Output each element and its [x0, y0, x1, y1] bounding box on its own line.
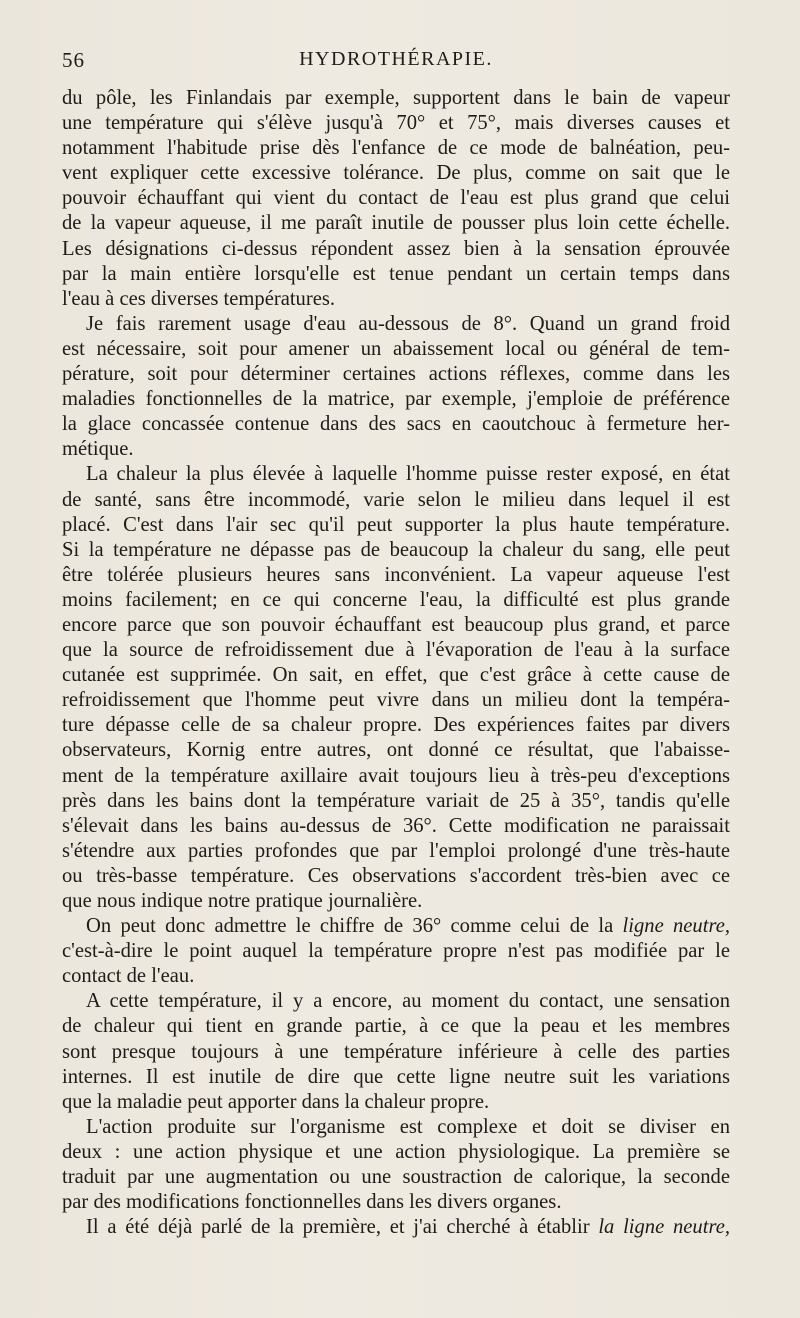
text-line: par des modifications fonctionnelles dans les divers organes.	[62, 1191, 562, 1214]
text-line: c'est-à-dire le point auquel la température propre n'est pas modifiée par le	[62, 940, 730, 963]
paragraph	[62, 914, 730, 989]
paragraph	[62, 989, 730, 1114]
text-line: Je fais rarement usage d'eau au-dessous de 8°. Quand un grand froid	[86, 312, 730, 335]
text-line: deux : une action physique et une action physiologique. La première se	[62, 1140, 730, 1163]
text-line: internes. Il est inutile de dire que cette ligne neutre suit les variations	[62, 1065, 730, 1088]
text-line: Les désignations ci-dessus répondent assez bien à la sensation éprouvée	[62, 237, 730, 260]
text-line: pouvoir échauffant qui vient du contact de l'eau est plus grand que celui	[62, 187, 730, 210]
italic-term: la ligne neutre,	[598, 1216, 730, 1239]
text-line: métique.	[62, 438, 134, 461]
text-segment: Il a été déjà parlé de la première, et j'ai cherché à établir	[86, 1216, 599, 1239]
text-line: ou très-basse température. Ces observations s'accordent très-bien avec ce	[62, 864, 730, 887]
running-title: HYDROTHÉRAPIE.	[299, 48, 493, 70]
text-line: de santé, sans être incommodé, varie selon le milieu dans lequel il est	[62, 488, 730, 511]
italic-term: ligne neutre,	[622, 915, 730, 938]
text-line: s'élevait dans les bains au-dessus de 36°. Cette modification ne paraissait	[62, 814, 730, 837]
text-line	[62, 914, 730, 939]
text-line: que la source de refroidissement due à l'évaporation de l'eau à la surface	[62, 639, 730, 662]
text-line: moins facilement; en ce qui concerne l'eau, la difficulté est plus grande	[62, 588, 730, 611]
paragraph	[62, 86, 730, 312]
text-line: vent expliquer cette excessive tolérance. De plus, comme on sait que le	[62, 162, 730, 185]
text-line: que nous indique notre pratique journalière.	[62, 890, 423, 912]
text-line: L'action produite sur l'organisme est complexe et doit se diviser en	[86, 1115, 730, 1138]
text-line: par la main entière lorsqu'elle est tenue pendant un certain temps dans	[62, 262, 730, 285]
page-number: 56	[62, 48, 85, 72]
paragraph	[62, 312, 730, 463]
text-line: ment de la température axillaire avait toujours lieu à très-peu d'exceptions	[62, 764, 730, 787]
text-line: contact de l'eau.	[62, 965, 195, 988]
text-line: de chaleur qui tient en grande partie, à ce que la peau et les membres	[62, 1015, 730, 1038]
paragraph	[62, 1215, 730, 1240]
text-line: une température qui s'élève jusqu'à 70° et 75°, mais diverses causes et	[62, 112, 730, 135]
text-line: placé. C'est dans l'air sec qu'il peut supporter la plus haute température.	[62, 513, 730, 536]
text-line: de la vapeur aqueuse, il me paraît inutile de pousser plus loin cette échelle.	[62, 212, 730, 235]
text-segment: On peut donc admettre le chiffre de 36° comme celui de la	[86, 915, 623, 938]
text-line: ture dépasse celle de sa chaleur propre. Des expériences faites par divers	[62, 714, 730, 737]
text-line: traduit par une augmentation ou une soustraction de calorique, la seconde	[62, 1166, 730, 1189]
text-line: que la maladie peut apporter dans la chaleur propre.	[62, 1090, 490, 1113]
text-line: Si la température ne dépasse pas de beaucoup la chaleur du sang, elle peut	[62, 538, 730, 561]
body-text	[62, 86, 730, 1240]
text-line: l'eau à ces diverses températures.	[62, 287, 336, 310]
text-line: être tolérée plusieurs heures sans inconvénient. La vapeur aqueuse l'est	[62, 563, 730, 586]
page-header	[62, 48, 730, 78]
text-line: sont presque toujours à une température inférieure à celle des parties	[62, 1040, 730, 1063]
text-line: maladies fonctionnelles de la matrice, par exemple, j'emploie de préférence	[62, 388, 730, 411]
text-line: du pôle, les Finlandais par exemple, supportent dans le bain de vapeur	[62, 87, 730, 109]
text-line: la glace concassée contenue dans des sacs en caoutchouc à fermeture her-	[62, 413, 730, 436]
text-line	[62, 1215, 730, 1240]
text-line: encore parce que son pouvoir échauffant est beaucoup plus grand, et parce	[62, 613, 730, 636]
paragraph	[62, 462, 730, 914]
text-line: pérature, soit pour déterminer certaines actions réflexes, comme dans les	[62, 363, 730, 386]
text-line: cutanée est supprimée. On sait, en effet, que c'est grâce à cette cause de	[62, 664, 730, 687]
text-line: observateurs, Kornig entre autres, ont donné ce résultat, que l'abaisse-	[62, 739, 730, 762]
text-line: notamment l'habitude prise dès l'enfance de ce mode de balnéation, peu-	[62, 137, 730, 160]
text-line: est nécessaire, soit pour amener un abaissement local ou général de tem-	[62, 337, 730, 360]
text-line: s'étendre aux parties profondes que par l'emploi prolongé d'une très-haute	[62, 839, 730, 862]
text-line: A cette température, il y a encore, au moment du contact, une sensation	[86, 990, 730, 1013]
text-line: refroidissement que l'homme peut vivre dans un milieu dont la tempéra-	[62, 689, 730, 712]
paragraph	[62, 1115, 730, 1215]
text-line: La chaleur la plus élevée à laquelle l'homme puisse rester exposé, en état	[86, 463, 730, 486]
text-line: près dans les bains dont la température variait de 25 à 35°, tandis qu'elle	[62, 789, 730, 812]
